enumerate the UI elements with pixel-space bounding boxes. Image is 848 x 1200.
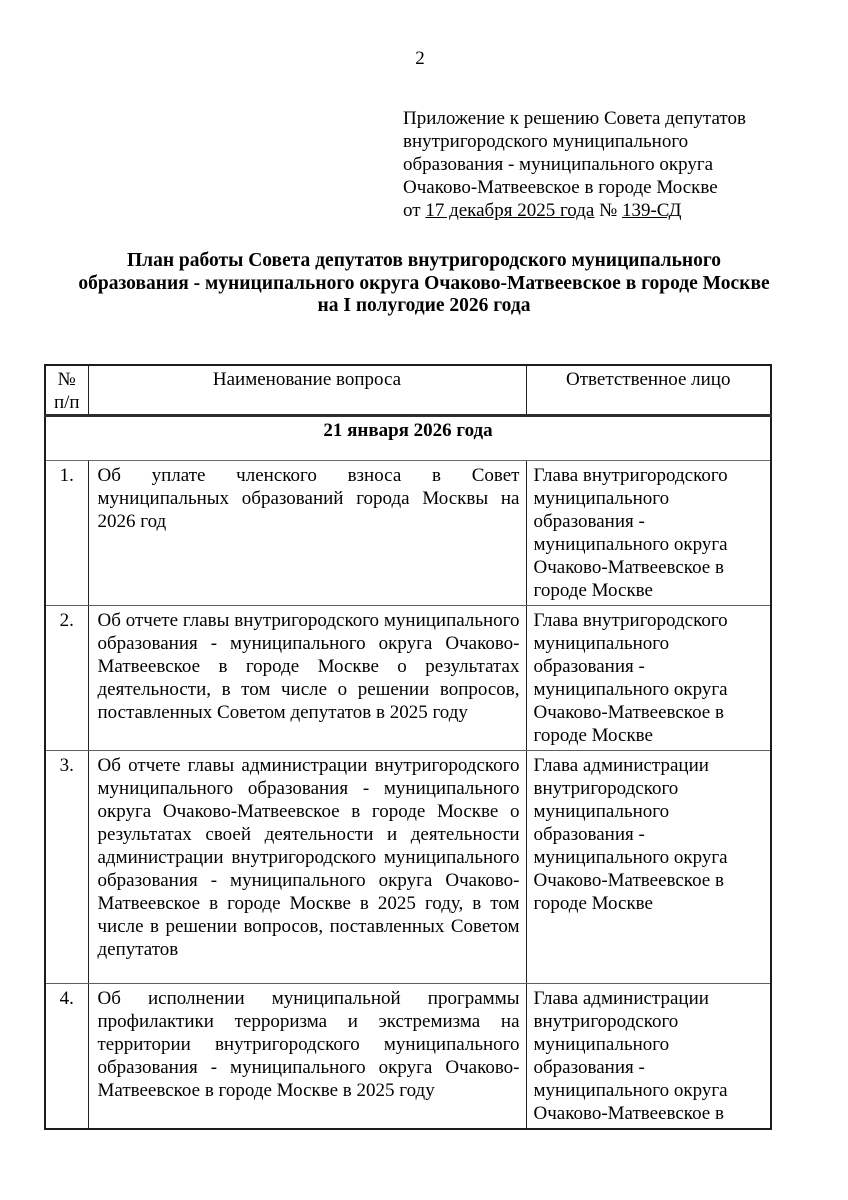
page-number: 2 (415, 48, 425, 69)
appendix-line: образования - муниципального округа (403, 154, 714, 175)
header-question-cell: Наименование вопроса (88, 365, 526, 416)
row-number-cell: 1. (45, 461, 88, 606)
section-date: 21 января 2026 года (45, 416, 771, 461)
title-line: План работы Совета депутатов внутригородского муниципального (126, 250, 722, 271)
responsible-cell: Глава администрации внутригородского муниципального образования - муниципального округа Очаково-Матвеевское в (526, 984, 771, 1130)
appendix-date-line (403, 199, 823, 222)
responsible-cell: Глава администрации внутригородского муниципального образования - муниципального округа Очаково-Матвеевское в городе Москве (526, 751, 771, 984)
document-title (0, 250, 848, 318)
row-number-cell: 4. (45, 984, 88, 1130)
row-number-cell: 3. (45, 751, 88, 984)
header-num-sign: № (57, 369, 76, 390)
date-prefix: от (403, 200, 421, 221)
appendix-block (403, 107, 823, 222)
plan-table (44, 364, 772, 1130)
table-row (45, 461, 771, 606)
title-line: образования - муниципального округа Очаково-Матвеевское в городе Москве (78, 272, 770, 294)
responsible-cell: Глава внутригородского муниципального образования - муниципального округа Очаково-Матвеевское в городе Москве (526, 461, 771, 606)
section-date-row (45, 416, 771, 461)
table-row (45, 606, 771, 751)
title-line: на I полугодие 2026 года (317, 295, 531, 316)
decision-number: 139-СД (621, 200, 682, 221)
appendix-line: Приложение к решению Совета депутатов (403, 108, 746, 129)
table-row (45, 751, 771, 984)
table-header-row (45, 365, 771, 416)
row-number-cell: 2. (45, 606, 88, 751)
appendix-line: Очаково-Матвеевское в городе Москве (403, 177, 718, 198)
appendix-line: внутригородского муниципального (403, 131, 689, 152)
question-cell: Об отчете главы администрации внутригородского муниципального образования - муниципального округа Очаково-Матвеевское в городе Москве о результатах своей деятельности и деятельности администрации внутригородского муниципального образования - муниципального округа Очаково-Матвеевское в городе Москве в 2025 году, в том числе в решении вопросов, поставленных Советом депутатов (88, 751, 526, 984)
header-num-cell (45, 365, 88, 416)
question-cell: Об отчете главы внутригородского муниципального образования - муниципального округа Очаково-Матвеевское в городе Москве о результатах деятельности, в том числе о решении вопросов, поставленных Советом депутатов в 2025 году (88, 606, 526, 751)
decision-date: 17 декабря 2025 года (425, 200, 595, 221)
header-num-abbr: п/п (53, 392, 80, 413)
responsible-cell: Глава внутригородского муниципального образования - муниципального округа Очаково-Матвеевское в городе Москве (526, 606, 771, 751)
question-cell: Об исполнении муниципальной программы профилактики терроризма и экстремизма на территории внутригородского муниципального образования - муниципального округа Очаково-Матвеевское в городе Москве в 2025 году (88, 984, 526, 1130)
header-responsible-cell: Ответственное лицо (526, 365, 771, 416)
question-cell: Об уплате членского взноса в Совет муниципальных образований города Москвы на 2026 год (88, 461, 526, 606)
number-sign: № (599, 200, 618, 221)
table-row (45, 984, 771, 1130)
